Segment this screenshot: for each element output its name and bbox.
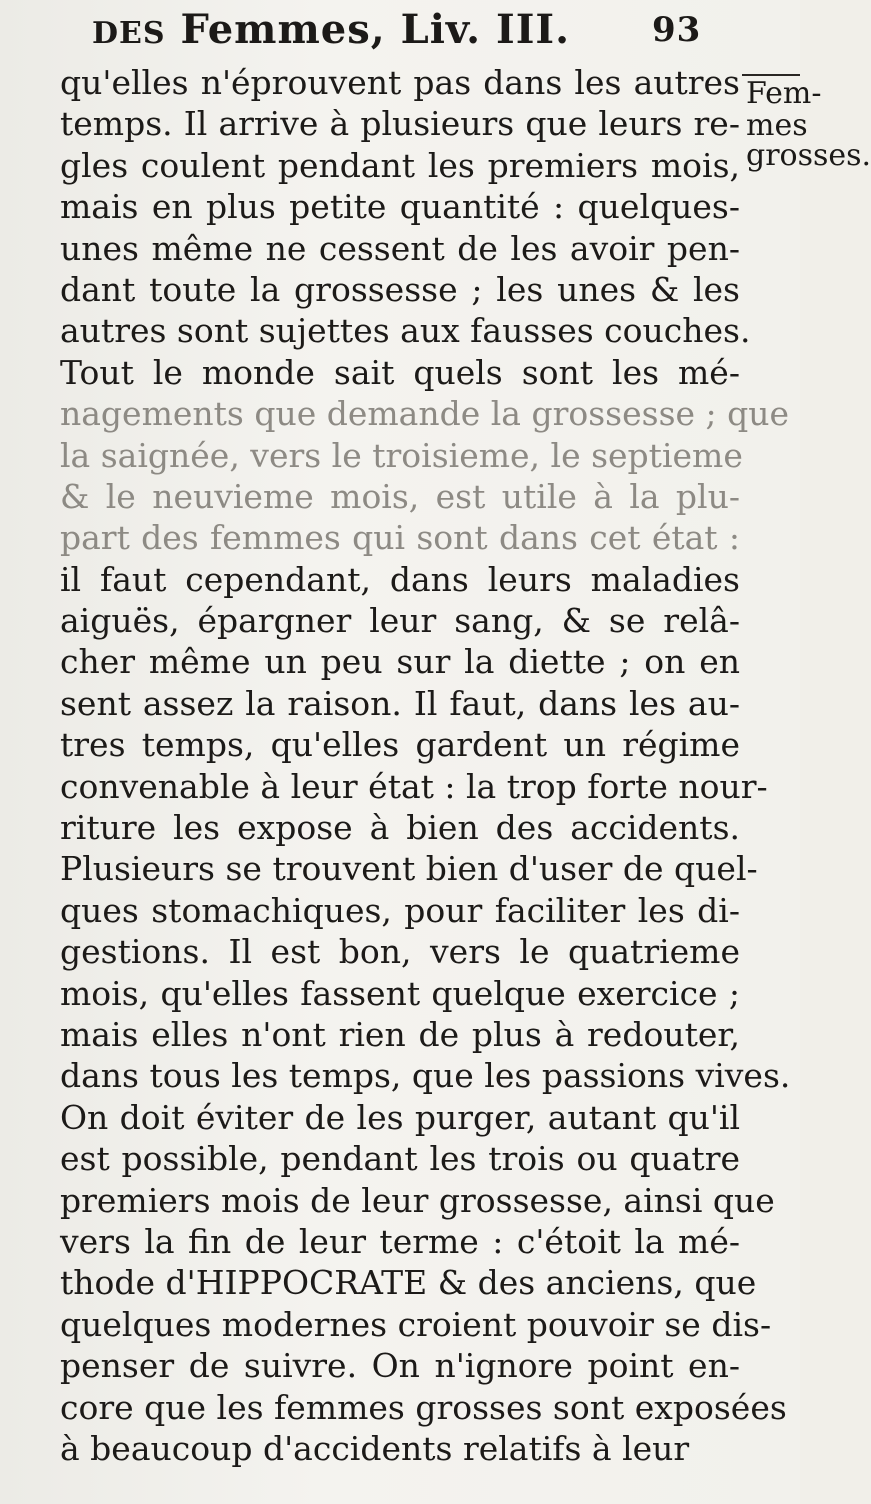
- text-line: & le neuvieme mois, est utile à la plu-: [60, 476, 740, 516]
- text-line: core que les femmes grosses sont exposées: [60, 1387, 787, 1427]
- header-title: Femmes, Liv. III.: [180, 6, 571, 53]
- text-line: dant toute la grossesse ; les unes & les: [60, 269, 740, 309]
- text-line: la saignée, vers le troisieme, le septieme: [60, 435, 743, 475]
- text-line: temps. Il arrive à plusieurs que leurs re-: [60, 104, 740, 144]
- text-line: Tout le monde sait quels sont les mé-: [60, 352, 740, 392]
- text-line: tres temps, qu'elles gardent un régime: [60, 725, 740, 765]
- header-prefix: DES: [92, 16, 166, 51]
- text-line: autres sont sujettes aux fausses couches.: [60, 311, 751, 351]
- text-line: part des femmes qui sont dans cet état :: [60, 518, 740, 558]
- running-header: [92, 4, 732, 60]
- text-line: dans tous les temps, que les passions vives.: [60, 1056, 791, 1096]
- text-line: sent assez la raison. Il faut, dans les au-: [60, 683, 740, 723]
- text-line: aiguës, épargner leur sang, & se relâ-: [60, 601, 740, 641]
- text-line: est possible, pendant les trois ou quatre: [60, 1139, 740, 1179]
- text-line: gestions. Il est bon, vers le quatrieme: [60, 932, 740, 972]
- text-line: mois, qu'elles fassent quelque exercice ;: [60, 973, 740, 1013]
- text-line: penser de suivre. On n'ignore point en-: [60, 1346, 740, 1386]
- page-number: 93: [652, 10, 702, 50]
- text-line: unes même ne cessent de les avoir pen-: [60, 228, 740, 268]
- margin-note-line-1: Fem-: [746, 76, 822, 111]
- margin-note-line-2: mes: [746, 108, 808, 143]
- text-line: qu'elles n'éprouvent pas dans les autres: [60, 63, 740, 102]
- margin-note-line-3: grosses.: [746, 138, 871, 173]
- body-text: [60, 62, 791, 1469]
- text-line: quelques modernes croient pouvoir se dis-: [60, 1304, 772, 1344]
- text-line: riture les expose à bien des accidents.: [60, 808, 740, 848]
- text-line: thode d'HIPPOCRATE & des anciens, que: [60, 1263, 757, 1303]
- text-line: vers la fin de leur terme : c'étoit la mé-: [60, 1221, 740, 1261]
- text-line: nagements que demande la grossesse ; que: [60, 394, 790, 434]
- text-line: mais en plus petite quantité : quelques-: [60, 187, 740, 227]
- text-line: ques stomachiques, pour faciliter les di-: [60, 890, 740, 930]
- text-line: à beaucoup d'accidents relatifs à leur: [60, 1428, 690, 1468]
- text-line: il faut cependant, dans leurs maladies: [60, 559, 740, 599]
- text-line: On doit éviter de les purger, autant qu'il: [60, 1097, 740, 1137]
- text-line: Plusieurs se trouvent bien d'user de quel-: [60, 849, 758, 889]
- text-line: cher même un peu sur la diette ; on en: [60, 642, 740, 682]
- text-line: convenable à leur état : la trop forte nour-: [60, 766, 768, 806]
- text-line: premiers mois de leur grossesse, ainsi que: [60, 1180, 775, 1220]
- text-line: gles coulent pendant les premiers mois,: [60, 145, 740, 185]
- text-line: mais elles n'ont rien de plus à redouter,: [60, 1014, 740, 1054]
